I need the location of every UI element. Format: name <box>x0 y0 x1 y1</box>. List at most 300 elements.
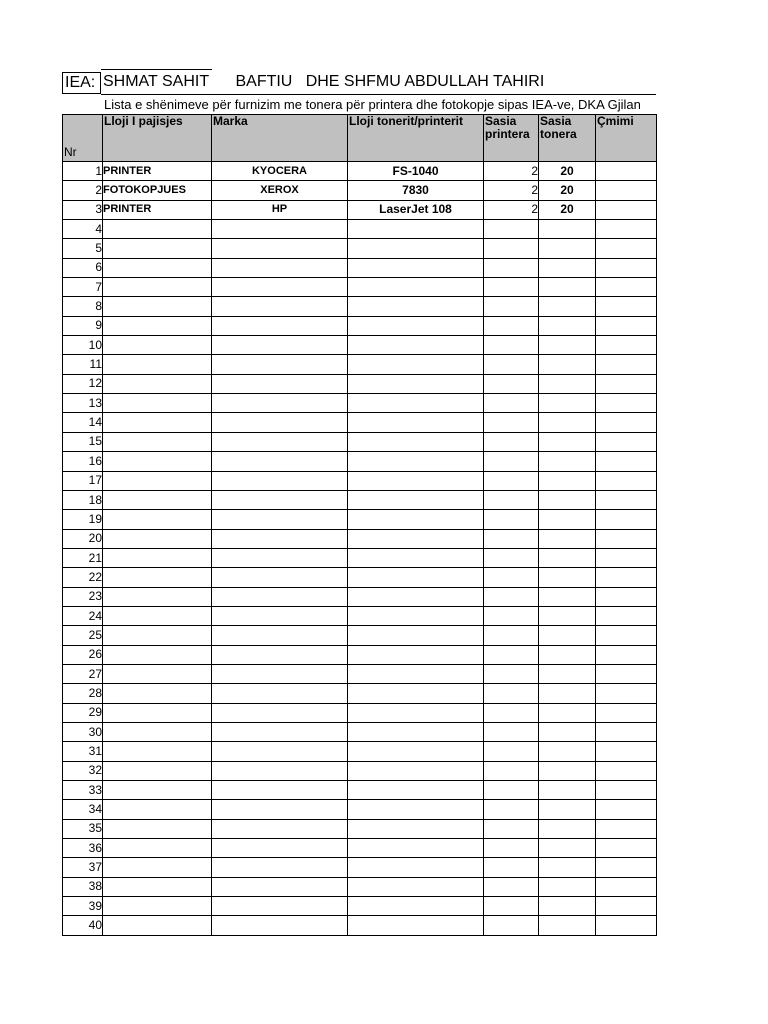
cell-brand <box>212 645 348 664</box>
document-subtitle: Lista e shënimeve për furnizim me tonera për printera dhe fotokopje sipas IEA-ve, DKA Gjilan <box>104 97 641 112</box>
cell-printer-qty <box>484 839 539 858</box>
cell-nr: 36 <box>63 839 103 858</box>
cell-printer-qty: 2 <box>484 162 539 181</box>
cell-printer-qty <box>484 742 539 761</box>
table-row <box>63 568 657 587</box>
cell-price <box>596 162 657 181</box>
cell-toner-qty <box>539 839 596 858</box>
cell-nr: 12 <box>63 374 103 393</box>
column-header-brand: Marka <box>212 115 348 162</box>
cell-brand <box>212 858 348 877</box>
table-row <box>63 742 657 761</box>
cell-brand <box>212 606 348 625</box>
name-overline <box>101 69 212 70</box>
cell-price <box>596 626 657 645</box>
cell-toner-qty <box>539 394 596 413</box>
table-row <box>63 684 657 703</box>
table-row <box>63 877 657 896</box>
cell-brand <box>212 278 348 297</box>
cell-toner-qty <box>539 355 596 374</box>
cell-price <box>596 916 657 935</box>
cell-nr: 9 <box>63 316 103 335</box>
cell-brand <box>212 336 348 355</box>
cell-toner-type <box>348 877 484 896</box>
cell-brand <box>212 239 348 258</box>
column-header-toner-type: Lloji tonerit/printerit <box>348 115 484 162</box>
cell-toner-qty <box>539 722 596 741</box>
cell-nr: 16 <box>63 452 103 471</box>
cell-price <box>596 548 657 567</box>
cell-device-type <box>103 220 212 239</box>
cell-toner-type <box>348 703 484 722</box>
cell-device-type <box>103 336 212 355</box>
cell-toner-type: LaserJet 108 <box>348 200 484 219</box>
cell-device-type <box>103 722 212 741</box>
cell-toner-qty <box>539 800 596 819</box>
cell-toner-qty <box>539 278 596 297</box>
cell-toner-qty: 20 <box>539 200 596 219</box>
cell-printer-qty <box>484 645 539 664</box>
cell-printer-qty <box>484 606 539 625</box>
cell-printer-qty <box>484 626 539 645</box>
cell-device-type: PRINTER <box>103 200 212 219</box>
table-row <box>63 897 657 916</box>
cell-toner-type <box>348 800 484 819</box>
cell-printer-qty <box>484 220 539 239</box>
cell-toner-type <box>348 220 484 239</box>
cell-toner-qty <box>539 510 596 529</box>
column-header-price: Çmimi <box>596 115 657 162</box>
table-row <box>63 162 657 181</box>
cell-nr: 30 <box>63 722 103 741</box>
cell-nr: 4 <box>63 220 103 239</box>
cell-toner-qty <box>539 490 596 509</box>
cell-brand <box>212 722 348 741</box>
cell-toner-qty <box>539 858 596 877</box>
table-row <box>63 703 657 722</box>
cell-device-type <box>103 394 212 413</box>
cell-brand <box>212 587 348 606</box>
cell-printer-qty <box>484 278 539 297</box>
cell-toner-type <box>348 452 484 471</box>
cell-device-type <box>103 297 212 316</box>
cell-price <box>596 761 657 780</box>
cell-toner-type <box>348 471 484 490</box>
cell-nr: 19 <box>63 510 103 529</box>
cell-brand <box>212 355 348 374</box>
cell-device-type <box>103 568 212 587</box>
cell-toner-qty <box>539 664 596 683</box>
cell-nr: 25 <box>63 626 103 645</box>
cell-toner-type <box>348 587 484 606</box>
iea-label: IEA: <box>62 72 101 94</box>
cell-nr: 32 <box>63 761 103 780</box>
cell-toner-type <box>348 819 484 838</box>
cell-nr: 18 <box>63 490 103 509</box>
column-header-nr: Nr <box>63 115 103 162</box>
cell-toner-qty <box>539 916 596 935</box>
cell-toner-type <box>348 839 484 858</box>
cell-toner-type <box>348 316 484 335</box>
cell-nr: 15 <box>63 432 103 451</box>
cell-toner-qty <box>539 258 596 277</box>
cell-price <box>596 239 657 258</box>
cell-toner-type <box>348 374 484 393</box>
cell-price <box>596 781 657 800</box>
cell-printer-qty <box>484 529 539 548</box>
cell-printer-qty <box>484 316 539 335</box>
cell-brand <box>212 258 348 277</box>
table-row <box>63 645 657 664</box>
cell-price <box>596 355 657 374</box>
cell-brand <box>212 490 348 509</box>
cell-toner-type <box>348 664 484 683</box>
cell-printer-qty <box>484 703 539 722</box>
column-header-toner-qty: Sasia tonera <box>539 115 596 162</box>
cell-brand <box>212 529 348 548</box>
cell-price <box>596 278 657 297</box>
cell-toner-type: FS-1040 <box>348 162 484 181</box>
cell-brand <box>212 220 348 239</box>
cell-device-type <box>103 258 212 277</box>
cell-nr: 35 <box>63 819 103 838</box>
cell-printer-qty <box>484 877 539 896</box>
cell-printer-qty <box>484 800 539 819</box>
table-row <box>63 761 657 780</box>
cell-toner-type <box>348 606 484 625</box>
cell-printer-qty <box>484 452 539 471</box>
cell-printer-qty <box>484 394 539 413</box>
table-row <box>63 664 657 683</box>
table-row <box>63 916 657 935</box>
table-row <box>63 471 657 490</box>
cell-nr: 23 <box>63 587 103 606</box>
cell-price <box>596 877 657 896</box>
cell-brand <box>212 742 348 761</box>
cell-nr: 6 <box>63 258 103 277</box>
table-row <box>63 316 657 335</box>
cell-device-type <box>103 278 212 297</box>
cell-device-type <box>103 239 212 258</box>
cell-nr: 24 <box>63 606 103 625</box>
cell-brand <box>212 703 348 722</box>
cell-toner-qty <box>539 897 596 916</box>
table-row <box>63 510 657 529</box>
cell-device-type <box>103 374 212 393</box>
cell-device-type <box>103 452 212 471</box>
table-header-row <box>63 115 657 162</box>
cell-printer-qty <box>484 781 539 800</box>
cell-brand <box>212 800 348 819</box>
cell-printer-qty <box>484 684 539 703</box>
cell-nr: 13 <box>63 394 103 413</box>
table-row <box>63 529 657 548</box>
table-row <box>63 781 657 800</box>
table-row <box>63 839 657 858</box>
cell-device-type <box>103 587 212 606</box>
cell-price <box>596 510 657 529</box>
cell-price <box>596 568 657 587</box>
cell-device-type <box>103 316 212 335</box>
cell-brand: KYOCERA <box>212 162 348 181</box>
cell-toner-qty <box>539 413 596 432</box>
cell-nr: 17 <box>63 471 103 490</box>
cell-nr: 39 <box>63 897 103 916</box>
cell-price <box>596 413 657 432</box>
cell-device-type <box>103 800 212 819</box>
cell-nr: 40 <box>63 916 103 935</box>
cell-toner-qty <box>539 606 596 625</box>
table-row <box>63 258 657 277</box>
cell-toner-type <box>348 916 484 935</box>
cell-toner-type <box>348 529 484 548</box>
cell-toner-type <box>348 278 484 297</box>
cell-device-type <box>103 781 212 800</box>
cell-device-type <box>103 355 212 374</box>
cell-nr: 3 <box>63 200 103 219</box>
cell-device-type <box>103 510 212 529</box>
toner-supply-table <box>62 114 657 936</box>
cell-price <box>596 703 657 722</box>
cell-price <box>596 394 657 413</box>
cell-toner-qty <box>539 626 596 645</box>
cell-toner-type <box>348 548 484 567</box>
column-header-printer-qty: Sasia printera <box>484 115 539 162</box>
cell-toner-type <box>348 742 484 761</box>
cell-toner-type <box>348 897 484 916</box>
cell-nr: 27 <box>63 664 103 683</box>
cell-nr: 10 <box>63 336 103 355</box>
table-row <box>63 722 657 741</box>
cell-nr: 38 <box>63 877 103 896</box>
cell-nr: 5 <box>63 239 103 258</box>
cell-printer-qty <box>484 471 539 490</box>
cell-nr: 2 <box>63 181 103 200</box>
table-row <box>63 297 657 316</box>
table-row <box>63 181 657 200</box>
cell-toner-type <box>348 394 484 413</box>
cell-device-type <box>103 490 212 509</box>
cell-brand <box>212 664 348 683</box>
cell-brand <box>212 568 348 587</box>
cell-nr: 33 <box>63 781 103 800</box>
cell-device-type <box>103 703 212 722</box>
cell-toner-type <box>348 722 484 741</box>
table-row <box>63 413 657 432</box>
cell-toner-type <box>348 297 484 316</box>
cell-nr: 8 <box>63 297 103 316</box>
cell-price <box>596 858 657 877</box>
table-row <box>63 432 657 451</box>
table-row <box>63 374 657 393</box>
cell-price <box>596 664 657 683</box>
cell-toner-qty <box>539 781 596 800</box>
school-name: SHMAT SAHIT BAFTIU DHE SHFMU ABDULLAH TAHIRI <box>103 73 545 90</box>
cell-price <box>596 336 657 355</box>
cell-device-type <box>103 742 212 761</box>
cell-price <box>596 490 657 509</box>
cell-price <box>596 897 657 916</box>
cell-nr: 29 <box>63 703 103 722</box>
cell-toner-qty <box>539 568 596 587</box>
cell-printer-qty <box>484 239 539 258</box>
cell-printer-qty <box>484 297 539 316</box>
cell-toner-qty: 20 <box>539 162 596 181</box>
cell-nr: 1 <box>63 162 103 181</box>
cell-brand <box>212 819 348 838</box>
cell-brand <box>212 916 348 935</box>
cell-brand <box>212 781 348 800</box>
cell-brand <box>212 897 348 916</box>
cell-price <box>596 297 657 316</box>
cell-brand <box>212 452 348 471</box>
cell-toner-qty <box>539 548 596 567</box>
cell-printer-qty <box>484 897 539 916</box>
cell-nr: 20 <box>63 529 103 548</box>
cell-device-type <box>103 761 212 780</box>
cell-nr: 21 <box>63 548 103 567</box>
cell-price <box>596 839 657 858</box>
cell-brand <box>212 626 348 645</box>
cell-printer-qty <box>484 258 539 277</box>
cell-nr: 11 <box>63 355 103 374</box>
cell-printer-qty <box>484 336 539 355</box>
cell-price <box>596 316 657 335</box>
cell-brand <box>212 684 348 703</box>
cell-printer-qty <box>484 413 539 432</box>
cell-toner-qty <box>539 336 596 355</box>
cell-device-type <box>103 684 212 703</box>
cell-printer-qty <box>484 858 539 877</box>
cell-brand <box>212 839 348 858</box>
cell-toner-qty <box>539 452 596 471</box>
cell-toner-type <box>348 239 484 258</box>
title-underline <box>101 94 656 95</box>
table-row <box>63 587 657 606</box>
cell-printer-qty <box>484 722 539 741</box>
cell-device-type <box>103 839 212 858</box>
cell-brand <box>212 413 348 432</box>
cell-toner-type: 7830 <box>348 181 484 200</box>
cell-toner-type <box>348 258 484 277</box>
column-header-device-type: Lloji I pajisjes <box>103 115 212 162</box>
cell-price <box>596 684 657 703</box>
table-row <box>63 394 657 413</box>
cell-toner-type <box>348 781 484 800</box>
title-row <box>62 72 656 94</box>
cell-price <box>596 432 657 451</box>
cell-brand <box>212 471 348 490</box>
cell-toner-type <box>348 510 484 529</box>
cell-brand <box>212 374 348 393</box>
cell-toner-type <box>348 490 484 509</box>
table-body <box>63 162 657 936</box>
cell-toner-qty <box>539 761 596 780</box>
cell-nr: 34 <box>63 800 103 819</box>
cell-device-type <box>103 626 212 645</box>
cell-price <box>596 800 657 819</box>
cell-toner-type <box>348 568 484 587</box>
table-row <box>63 278 657 297</box>
cell-device-type <box>103 897 212 916</box>
cell-printer-qty: 2 <box>484 200 539 219</box>
cell-device-type <box>103 916 212 935</box>
cell-toner-qty <box>539 529 596 548</box>
cell-toner-qty <box>539 703 596 722</box>
cell-toner-qty <box>539 432 596 451</box>
cell-device-type: FOTOKOPJUES <box>103 181 212 200</box>
cell-device-type <box>103 413 212 432</box>
cell-printer-qty <box>484 916 539 935</box>
cell-brand <box>212 510 348 529</box>
cell-brand <box>212 316 348 335</box>
cell-device-type: PRINTER <box>103 162 212 181</box>
cell-toner-type <box>348 626 484 645</box>
cell-price <box>596 529 657 548</box>
cell-toner-qty <box>539 374 596 393</box>
cell-device-type <box>103 432 212 451</box>
cell-brand <box>212 877 348 896</box>
cell-printer-qty: 2 <box>484 181 539 200</box>
cell-brand <box>212 761 348 780</box>
cell-printer-qty <box>484 568 539 587</box>
cell-device-type <box>103 819 212 838</box>
cell-price <box>596 722 657 741</box>
cell-printer-qty <box>484 510 539 529</box>
cell-device-type <box>103 858 212 877</box>
cell-printer-qty <box>484 374 539 393</box>
table-row <box>63 239 657 258</box>
cell-device-type <box>103 645 212 664</box>
cell-price <box>596 742 657 761</box>
cell-printer-qty <box>484 355 539 374</box>
table-row <box>63 220 657 239</box>
cell-nr: 26 <box>63 645 103 664</box>
cell-toner-type <box>348 336 484 355</box>
cell-toner-type <box>348 432 484 451</box>
cell-printer-qty <box>484 587 539 606</box>
table-row <box>63 548 657 567</box>
cell-toner-qty <box>539 471 596 490</box>
cell-toner-type <box>348 858 484 877</box>
cell-device-type <box>103 877 212 896</box>
cell-brand <box>212 297 348 316</box>
cell-price <box>596 819 657 838</box>
cell-toner-qty <box>539 684 596 703</box>
cell-price <box>596 645 657 664</box>
cell-toner-qty <box>539 877 596 896</box>
cell-price <box>596 587 657 606</box>
cell-device-type <box>103 471 212 490</box>
table-row <box>63 452 657 471</box>
table-row <box>63 858 657 877</box>
table-row <box>63 626 657 645</box>
cell-nr: 28 <box>63 684 103 703</box>
table-row <box>63 490 657 509</box>
cell-toner-qty: 20 <box>539 181 596 200</box>
cell-printer-qty <box>484 664 539 683</box>
table-row <box>63 819 657 838</box>
cell-price <box>596 181 657 200</box>
cell-toner-qty <box>539 297 596 316</box>
cell-brand: HP <box>212 200 348 219</box>
cell-toner-qty <box>539 742 596 761</box>
cell-printer-qty <box>484 432 539 451</box>
cell-price <box>596 471 657 490</box>
cell-brand: XEROX <box>212 181 348 200</box>
cell-printer-qty <box>484 548 539 567</box>
cell-device-type <box>103 529 212 548</box>
